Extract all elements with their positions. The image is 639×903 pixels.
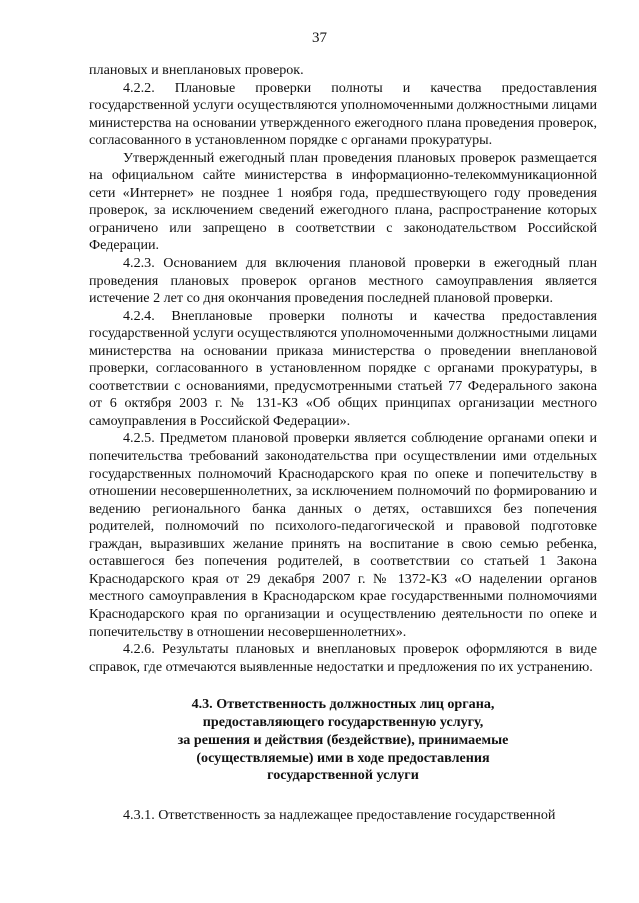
section-heading-line: предоставляющего государственную услугу, [202,713,484,730]
paragraph-annual-plan: Утвержденный ежегодный план проведения плановых проверок размещается на официальном сайте министерства в информационно-телекоммуникационной сети «Интернет» не позднее 1 ноября года, предшествующего году проведения проверок, за исключением сведений ежегодного плана, распространение которых ограничено или запрещено в соответствии с законодательством Российской Федерации. [89,149,597,254]
paragraph-4-3-1: 4.3.1. Ответственность за надлежащее предоставление государственной [123,807,556,824]
page-number: 37 [312,30,327,46]
section-heading-line: (осуществляемые) ими в ходе предоставления [196,749,490,766]
paragraph-4-2-6: 4.2.6. Результаты плановых и внеплановых проверок оформляются в виде справок, где отмечаются выявленные недостатки и предложения по их устранению. [89,641,597,675]
paragraph-4-2-2: 4.2.2. Плановые проверки полноты и качества предоставления государственной услуги осуществляются уполномоченными должностными лицами министерства на основании утвержденного ежегодного плана проведения проверок, согласованного в установленном порядке с органами прокуратуры. [89,79,597,149]
section-heading-line: государственной услуги [267,767,419,784]
page-body [89,62,597,825]
section-heading-line: за решения и действия (бездействие), принимаемые [177,731,509,748]
section-heading-line: 4.3. Ответственность должностных лиц органа, [191,696,495,713]
paragraph-continuation: плановых и внеплановых проверок. [89,62,304,78]
paragraph-4-2-4: 4.2.4. Внеплановые проверки полноты и качества предоставления государственной услуги осуществляются уполномоченными должностными лицами министерства на основании приказа министерства о проведении внеплановой проверки, согласованного в установленном порядке с органами прокуратуры, в соответствии с основаниями, предусмотренными статьей 77 Федерального закона от 6 октября 2003 г. № 131-КЗ «Об общих принципах организации местного самоуправления в Российской Федерации». [89,307,597,429]
paragraph-4-2-5: 4.2.5. Предметом плановой проверки является соблюдение органами опеки и попечительства требований законодательства при осуществлении ими отдельных государственных полномочий Краснодарского края по опеке и попечительству в отношении несовершеннолетних, за исключением полномочий по формированию и ведению регионального банка данных о детях, оставшихся без попечения родителей, полномочий по психолого-педагогической и правовой подготовке граждан, выразивших желание принять на воспитание в свою семью ребенка, оставшегося без попечения родителей, в соответствии со статьей 1 Закона Краснодарского края от 29 декабря 2007 г. № 1372-КЗ «О наделении органов местного самоуправления в Краснодарском крае государственными полномочиями Краснодарского края по организации и осуществлению деятельности по опеке и попечительству в отношении несовершеннолетних». [89,430,597,640]
paragraph-4-2-3: 4.2.3. Основанием для включения плановой проверки в ежегодный план проведения плановых проверок органов местного самоуправления является истечение 2 лет со дня окончания проведения последней плановой проверки. [89,255,597,307]
section-heading-4-3 [89,696,597,785]
